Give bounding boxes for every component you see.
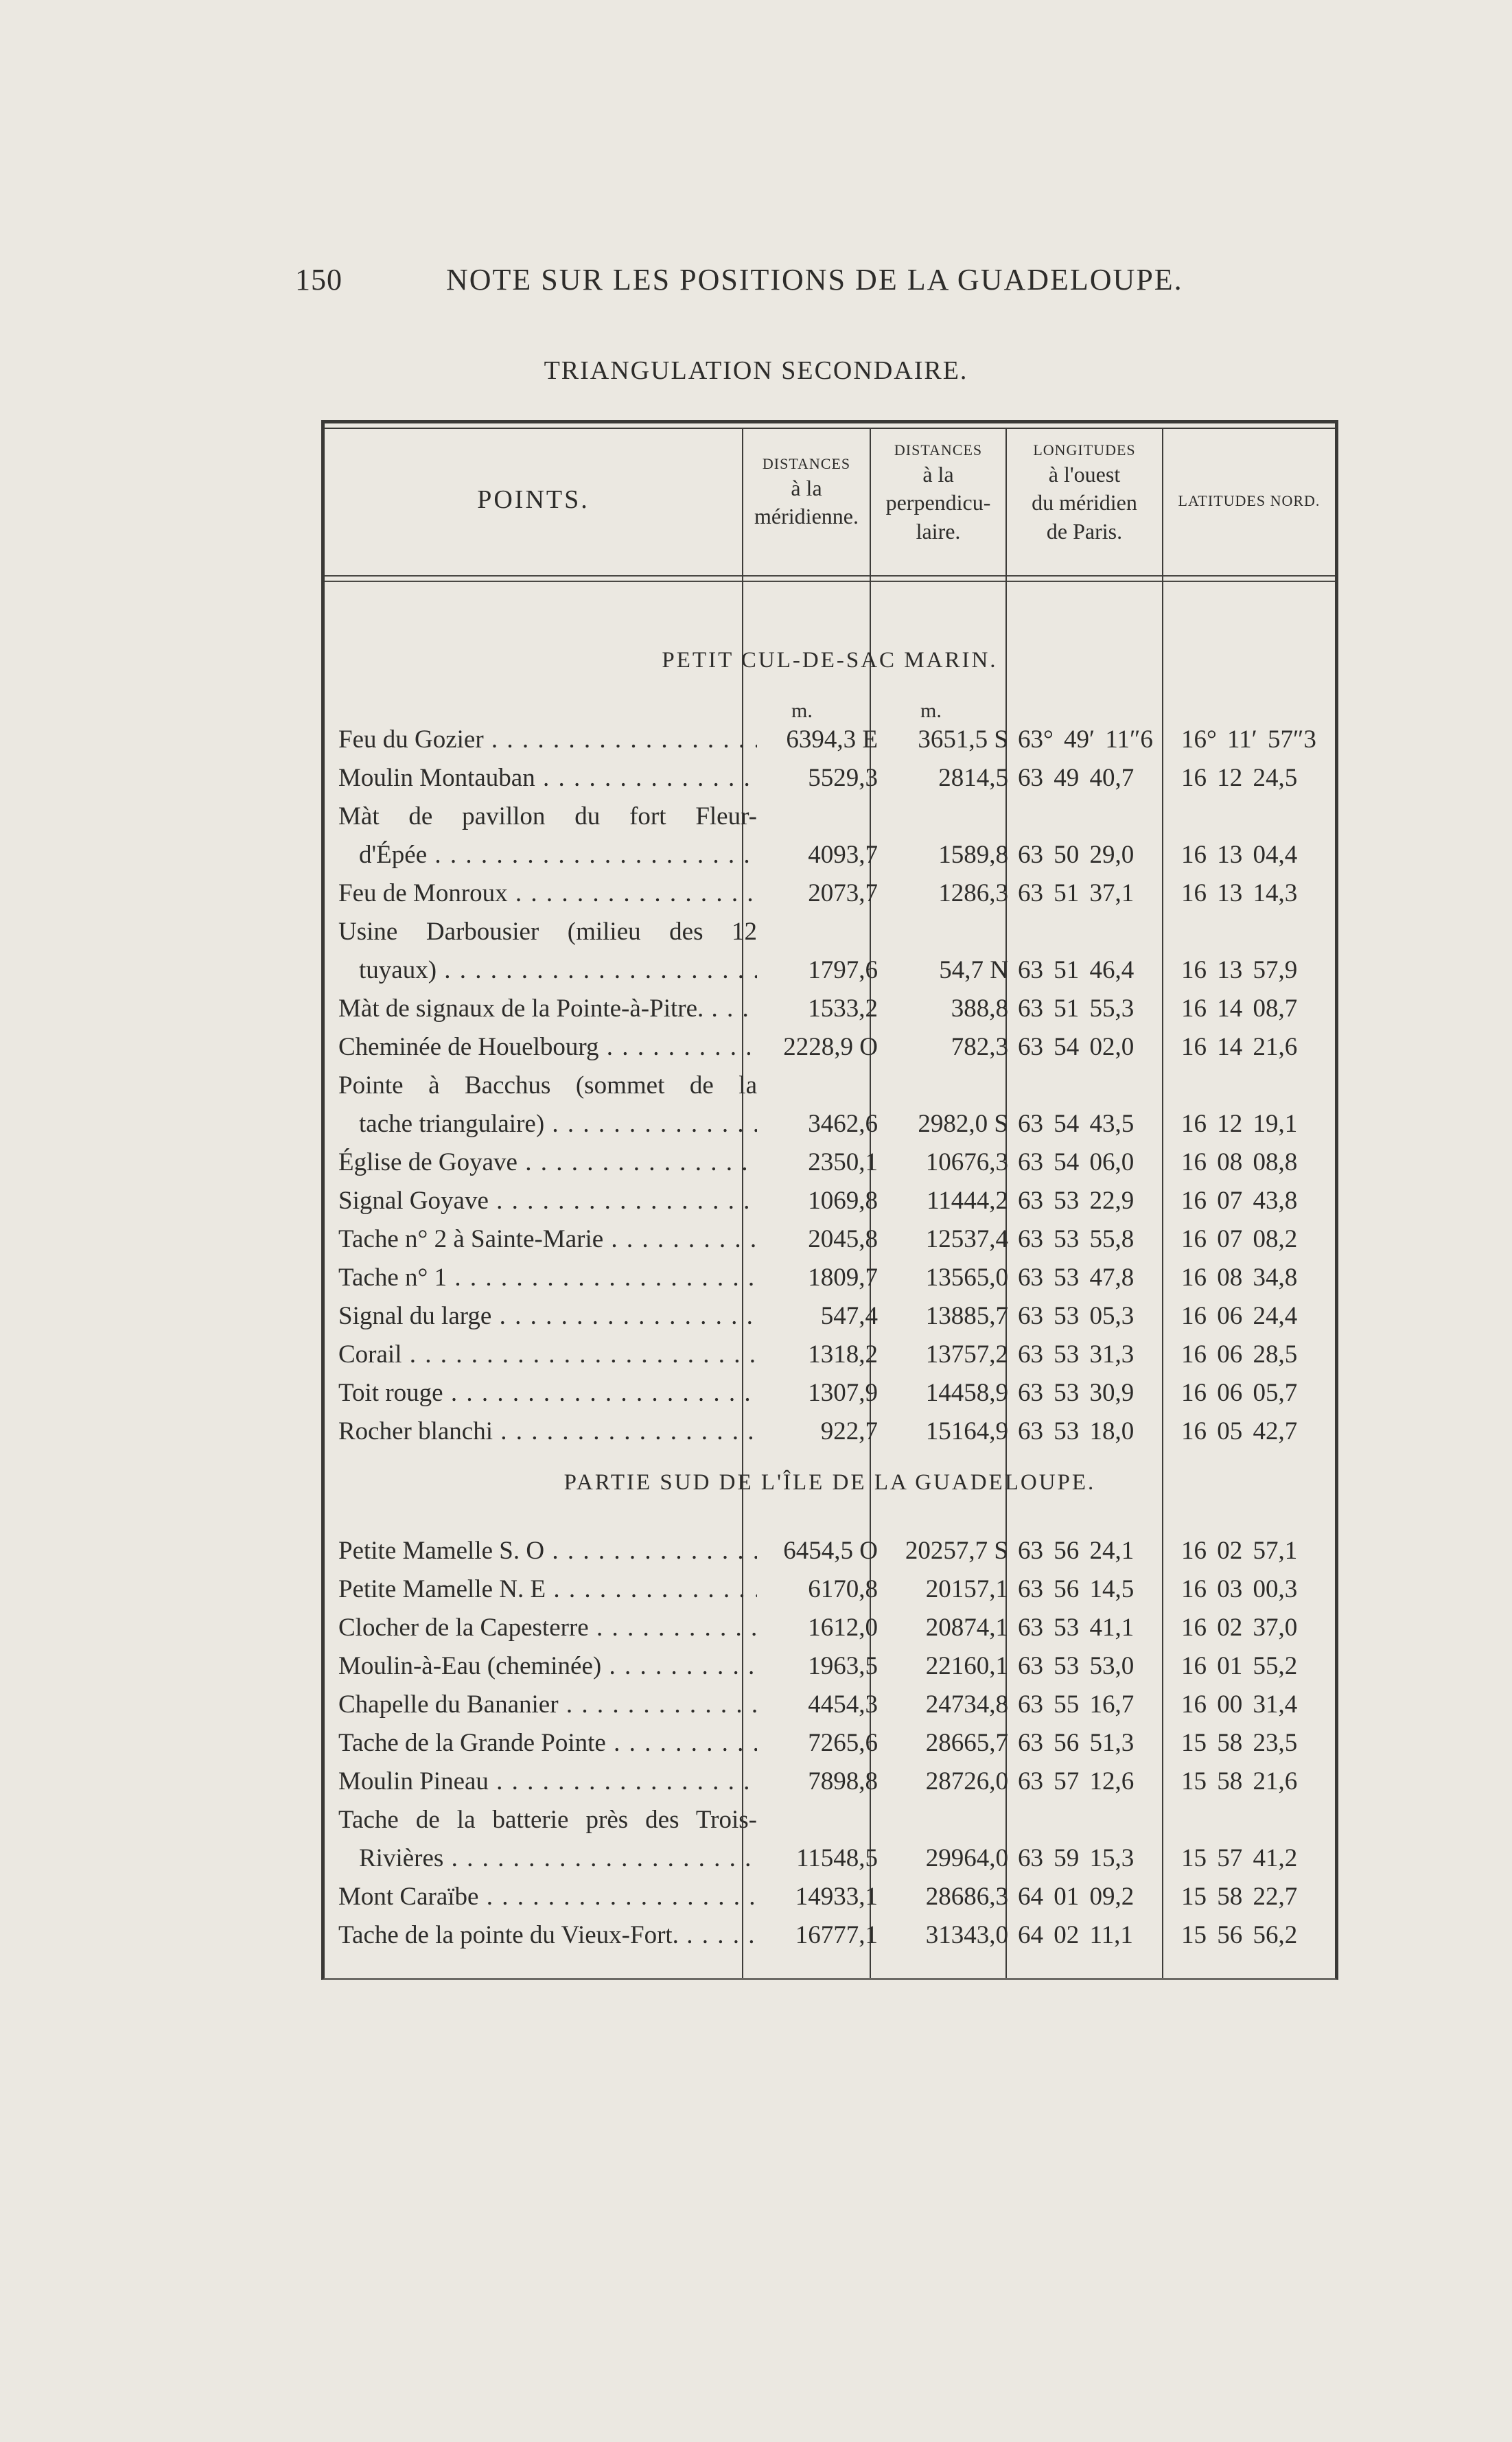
distance-meridian: 2350,1 (808, 1148, 878, 1176)
page-number: 150 (295, 263, 342, 296)
longitude: 63 51 55,3 (1018, 995, 1135, 1023)
longitude: 63 56 51,3 (1018, 1729, 1135, 1757)
distance-meridian: 11548,5 (796, 1844, 878, 1872)
longitude: 63 56 14,5 (1018, 1575, 1135, 1603)
point-name: Signal du large . . . (338, 1297, 757, 1336)
table-row (325, 1724, 1335, 1763)
longitude: 63 53 18,0 (1018, 1417, 1135, 1445)
distance-perpendicular: 14458,9 (925, 1379, 1008, 1407)
point-name: Cheminée de Houelbourg . . . (338, 1028, 757, 1067)
distance-perpendicular: 1589,8 (938, 841, 1008, 869)
distance-perpendicular: 54,7 N (939, 956, 1008, 984)
table-row (325, 721, 1335, 759)
point-name: Moulin Montauban . . . (338, 759, 757, 798)
table-row (325, 1336, 1335, 1374)
table-row (325, 1105, 1335, 1143)
latitude: 16 01 55,2 (1181, 1652, 1298, 1680)
row-name-continuation: Pointe à Bacchus (sommet de la (338, 1071, 757, 1100)
distance-perpendicular: 20157,1 (925, 1575, 1008, 1603)
distance-meridian: 16777,1 (795, 1921, 878, 1949)
distance-perpendicular: 13757,2 (925, 1340, 1008, 1369)
latitude: 15 56 56,2 (1181, 1921, 1298, 1949)
distance-meridian: 2073,7 (808, 879, 878, 907)
table-title: TRIANGULATION SECONDAIRE. (544, 356, 968, 385)
point-name: Feu du Gozier . . . (338, 721, 757, 759)
longitude: 63 56 24,1 (1018, 1537, 1135, 1565)
table-row (325, 759, 1335, 798)
latitude: 16 07 08,2 (1181, 1225, 1298, 1253)
point-name: Tache de la pointe du Vieux-Fort. . . . (338, 1916, 757, 1955)
distance-perpendicular: 10676,3 (925, 1148, 1008, 1176)
distance-meridian: 1963,5 (808, 1652, 878, 1680)
table-row (325, 1916, 1335, 1955)
point-name: tache triangulaire) . . . (359, 1105, 757, 1143)
header-distance-meridian: DISTANCES à la méridienne. (754, 455, 859, 529)
latitude: 16 08 34,8 (1181, 1264, 1298, 1292)
distance-meridian: 7898,8 (808, 1767, 878, 1795)
longitude: 63° 49′ 11″6 (1018, 725, 1153, 754)
latitude: 16 14 08,7 (1181, 995, 1298, 1023)
latitude: 16 02 37,0 (1181, 1614, 1298, 1642)
longitude: 63 54 43,5 (1018, 1110, 1135, 1138)
longitude: 63 53 22,9 (1018, 1187, 1135, 1215)
table-row (325, 1220, 1335, 1259)
row-name-continuation: Màt de pavillon du fort Fleur- (338, 802, 757, 830)
longitude: 63 53 41,1 (1018, 1614, 1135, 1642)
point-name: Moulin Pineau . . . (338, 1763, 757, 1801)
unit-label: m. (791, 699, 813, 722)
latitude: 16 13 57,9 (1181, 956, 1298, 984)
table-row (325, 1532, 1335, 1570)
distance-meridian: 1307,9 (808, 1379, 878, 1407)
distance-meridian: 547,4 (820, 1302, 878, 1330)
point-name: Petite Mamelle S. O . . . (338, 1532, 757, 1570)
latitude: 16 08 08,8 (1181, 1148, 1298, 1176)
row-name-continuation: Tache de la batterie près des Trois- (338, 1806, 757, 1834)
point-name: Moulin-à-Eau (cheminée) . . . (338, 1647, 757, 1686)
distance-meridian: 14933,1 (795, 1883, 878, 1911)
point-name: Rivières . . . (359, 1839, 757, 1878)
distance-perpendicular: 28686,3 (925, 1883, 1008, 1911)
table-row (325, 1839, 1335, 1878)
table-row (325, 1297, 1335, 1336)
table-row (325, 836, 1335, 874)
latitude: 16 14 21,6 (1181, 1033, 1298, 1061)
point-name: Rocher blanchi . . . (338, 1412, 757, 1451)
latitude: 16 03 00,3 (1181, 1575, 1298, 1603)
distance-perpendicular: 15164,9 (925, 1417, 1008, 1445)
longitude: 64 02 11,1 (1018, 1921, 1133, 1949)
distance-meridian: 2228,9 O (783, 1033, 878, 1061)
point-name: Mont Caraïbe . . . (338, 1878, 757, 1916)
distance-meridian: 1069,8 (808, 1187, 878, 1215)
longitude: 64 01 09,2 (1018, 1883, 1135, 1911)
header-distance-perpendicular: DISTANCES à la perpendicu- laire. (885, 441, 991, 544)
table-row (325, 874, 1335, 913)
latitude: 16° 11′ 57″3 (1181, 725, 1316, 754)
distance-meridian: 6454,5 O (783, 1537, 878, 1565)
longitude: 63 57 12,6 (1018, 1767, 1135, 1795)
latitude: 16 13 04,4 (1181, 841, 1298, 869)
table-row (325, 951, 1335, 990)
distance-perpendicular: 20257,7 S (905, 1537, 1008, 1565)
distance-meridian: 6170,8 (808, 1575, 878, 1603)
longitude: 63 53 30,9 (1018, 1379, 1135, 1407)
point-name: Feu de Monroux . . . (338, 874, 757, 913)
longitude: 63 51 37,1 (1018, 879, 1135, 907)
longitude: 63 55 16,7 (1018, 1690, 1135, 1719)
header-longitudes: LONGITUDES à l'ouest du méridien de Paris. (1032, 441, 1137, 544)
point-name: Màt de signaux de la Pointe-à-Pitre. . . . (338, 990, 757, 1028)
longitude: 63 53 05,3 (1018, 1302, 1135, 1330)
point-name: Église de Goyave . . . (338, 1143, 757, 1182)
table-row (325, 1570, 1335, 1609)
latitude: 16 12 19,1 (1181, 1110, 1298, 1138)
distance-meridian: 7265,6 (808, 1729, 878, 1757)
longitude: 63 49 40,7 (1018, 764, 1135, 792)
distance-meridian: 1809,7 (808, 1264, 878, 1292)
distance-perpendicular: 1286,3 (938, 879, 1008, 907)
distance-meridian: 6394,3 E (786, 725, 878, 754)
table-row (325, 1878, 1335, 1916)
point-name: Clocher de la Capesterre . . . (338, 1609, 757, 1647)
distance-perpendicular: 20874,1 (925, 1614, 1008, 1642)
longitude: 63 53 47,8 (1018, 1264, 1135, 1292)
distance-meridian: 1533,2 (808, 995, 878, 1023)
latitude: 15 57 41,2 (1181, 1844, 1298, 1872)
distance-perpendicular: 12537,4 (925, 1225, 1008, 1253)
distance-meridian: 922,7 (820, 1417, 878, 1445)
distance-perpendicular: 28726,0 (925, 1767, 1008, 1795)
distance-meridian: 1612,0 (808, 1614, 878, 1642)
point-name: Corail . . . (338, 1336, 757, 1374)
distance-perpendicular: 2814,5 (938, 764, 1008, 792)
header-points: POINTS. (477, 485, 590, 514)
distance-meridian: 3462,6 (808, 1110, 878, 1138)
header-latitudes: LATITUDES NORD. (1178, 492, 1321, 509)
latitude: 16 06 28,5 (1181, 1340, 1298, 1369)
distance-perpendicular: 24734,8 (925, 1690, 1008, 1719)
longitude: 63 53 53,0 (1018, 1652, 1135, 1680)
distance-perpendicular: 782,3 (951, 1033, 1008, 1061)
distance-meridian: 4454,3 (808, 1690, 878, 1719)
longitude: 63 53 55,8 (1018, 1225, 1135, 1253)
distance-perpendicular: 2982,0 S (918, 1110, 1008, 1138)
latitude: 15 58 23,5 (1181, 1729, 1298, 1757)
point-name: Tache de la Grande Pointe . . . (338, 1724, 757, 1763)
longitude: 63 59 15,3 (1018, 1844, 1135, 1872)
point-name: Chapelle du Bananier . . . (338, 1686, 757, 1724)
distance-meridian: 1797,6 (808, 956, 878, 984)
point-name: Signal Goyave . . . (338, 1182, 757, 1220)
longitude: 63 50 29,0 (1018, 841, 1135, 869)
longitude: 63 54 02,0 (1018, 1033, 1135, 1061)
latitude: 16 06 05,7 (1181, 1379, 1298, 1407)
table-row (325, 1028, 1335, 1067)
latitude: 15 58 22,7 (1181, 1883, 1298, 1911)
table-row (325, 1374, 1335, 1412)
point-name: Tache n° 1 . . . (338, 1259, 757, 1297)
latitude: 16 07 43,8 (1181, 1187, 1298, 1215)
longitude: 63 54 06,0 (1018, 1148, 1135, 1176)
latitude: 15 58 21,6 (1181, 1767, 1298, 1795)
point-name: tuyaux) . . . (359, 951, 757, 990)
latitude: 16 06 24,4 (1181, 1302, 1298, 1330)
longitude: 63 53 31,3 (1018, 1340, 1135, 1369)
distance-meridian: 5529,3 (808, 764, 878, 792)
triangulation-table (321, 420, 1338, 1980)
table-row (325, 1686, 1335, 1724)
distance-perpendicular: 28665,7 (925, 1729, 1008, 1757)
point-name: Tache n° 2 à Sainte-Marie . . . (338, 1220, 757, 1259)
distance-perpendicular: 11444,2 (927, 1187, 1008, 1215)
table-row (325, 1259, 1335, 1297)
point-name: Toit rouge . . . (338, 1374, 757, 1412)
section-title: PARTIE SUD DE L'ÎLE DE LA GUADELOUPE. (563, 1470, 1096, 1495)
table-row (325, 1143, 1335, 1182)
distance-perpendicular: 13885,7 (925, 1302, 1008, 1330)
distance-perpendicular: 388,8 (951, 995, 1008, 1023)
distance-meridian: 1318,2 (808, 1340, 878, 1369)
table-row (325, 1647, 1335, 1686)
section-title: PETIT CUL-DE-SAC MARIN. (662, 648, 998, 673)
table-row (325, 1763, 1335, 1801)
distance-perpendicular: 3651,5 S (918, 725, 1008, 754)
distance-perpendicular: 31343,0 (925, 1921, 1008, 1949)
distance-perpendicular: 29964,0 (925, 1844, 1008, 1872)
latitude: 16 00 31,4 (1181, 1690, 1298, 1719)
table-row (325, 1609, 1335, 1647)
distance-perpendicular: 13565,0 (925, 1264, 1008, 1292)
latitude: 16 02 57,1 (1181, 1537, 1298, 1565)
latitude: 16 05 42,7 (1181, 1417, 1298, 1445)
point-name: d'Épée . . . (359, 836, 757, 874)
table-row (325, 1412, 1335, 1451)
unit-label: m. (920, 699, 942, 722)
table-row (325, 990, 1335, 1028)
longitude: 63 51 46,4 (1018, 956, 1135, 984)
latitude: 16 13 14,3 (1181, 879, 1298, 907)
distance-meridian: 2045,8 (808, 1225, 878, 1253)
table-row (325, 1182, 1335, 1220)
point-name: Petite Mamelle N. E . . . (338, 1570, 757, 1609)
row-name-continuation: Usine Darbousier (milieu des 12 (338, 918, 757, 946)
latitude: 16 12 24,5 (1181, 764, 1298, 792)
distance-perpendicular: 22160,1 (925, 1652, 1008, 1680)
running-title: NOTE SUR LES POSITIONS DE LA GUADELOUPE. (446, 263, 1183, 296)
distance-meridian: 4093,7 (808, 841, 878, 869)
